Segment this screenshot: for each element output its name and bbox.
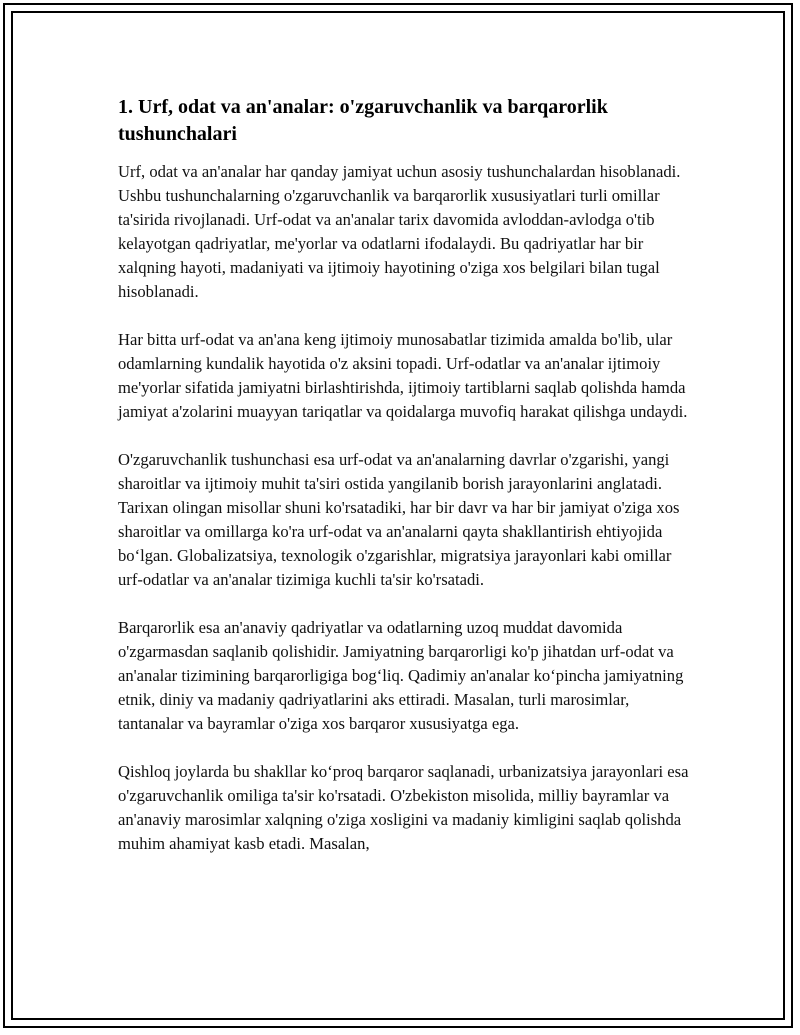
paragraph-3: O'zgaruvchanlik tushunchasi esa urf-odat va an'analarning davrlar o'zgarishi, yangi sharoitlar va ijtimoiy muhit ta'siri ostida yangilanib borish jarayonlarini anglatadi. Tarixan olingan misollar shuni ko'rsatadiki, har bir davr va har bir jamiyat o'ziga xos sharoitlar va omillarga ko'ra urf-odat va an'analarni qayta shakllantirish ehtiyojida bo‘lgan. Globalizatsiya, texnologik o'zgarishlar, migratsiya jarayonlari kabi omillar urf-odatlar va an'analar tizimiga kuchli ta'sir ko'rsatadi. [118,450,680,589]
paragraph-5: Qishloq joylarda bu shakllar ko‘proq barqaror saqlanadi, urbanizatsiya jarayonlari esa o'zgaruvchanlik omiliga ta'sir ko'rsatadi. O'zbekiston misolida, milliy bayramlar va an'anaviy marosimlar xalqning o'ziga xosligini va madaniy kimligini saqlab qolishda muhim ahamiyat kasb etadi. Masalan, [118,762,689,853]
document-body [118,94,696,880]
section-heading: 1. Urf, odat va an'analar: o'zgaruvchanlik va barqarorlik tushunchalari [118,96,608,145]
paragraph-4: Barqarorlik esa an'anaviy qadriyatlar va odatlarning uzoq muddat davomida o'zgarmasdan saqlanib qolishidir. Jamiyatning barqarorligi ko'p jihatdan urf-odat va an'analar tizimining barqarorligiga bog‘liq. Qadimiy an'analar ko‘pincha jamiyatning etnik, diniy va madaniy qadriyatlarini aks ettiradi. Masalan, turli marosimlar, tantanalar va bayramlar o'ziga xos barqaror xususiyatga ega. [118,618,684,733]
paragraph-1: Urf, odat va an'analar har qanday jamiyat uchun asosiy tushunchalardan hisoblanadi. Ushbu tushunchalarning o'zgaruvchanlik va barqarorlik xususiyatlari turli omillar ta'sirida rivojlanadi. Urf-odat va an'analar tarix davomida avloddan-avlodga o'tib kelayotgan qadriyatlar, me'yorlar va odatlarni ifodalaydi. Bu qadriyatlar har bir xalqning hayoti, madaniyati va ijtimoiy hayotining o'ziga xos belgilari bilan tugal hisoblanadi. [118,162,681,301]
paragraph-2: Har bitta urf-odat va an'ana keng ijtimoiy munosabatlar tizimida amalda bo'lib, ular odamlarning kundalik hayotida o'z aksini topadi. Urf-odatlar va an'analar ijtimoiy me'yorlar sifatida jamiyatni birlashtirishda, ijtimoiy tartiblarni saqlab qolishda hamda jamiyat a'zolarini muayyan tariqatlar va qoidalarga muvofiq harakat qilishga undaydi. [118,330,688,421]
